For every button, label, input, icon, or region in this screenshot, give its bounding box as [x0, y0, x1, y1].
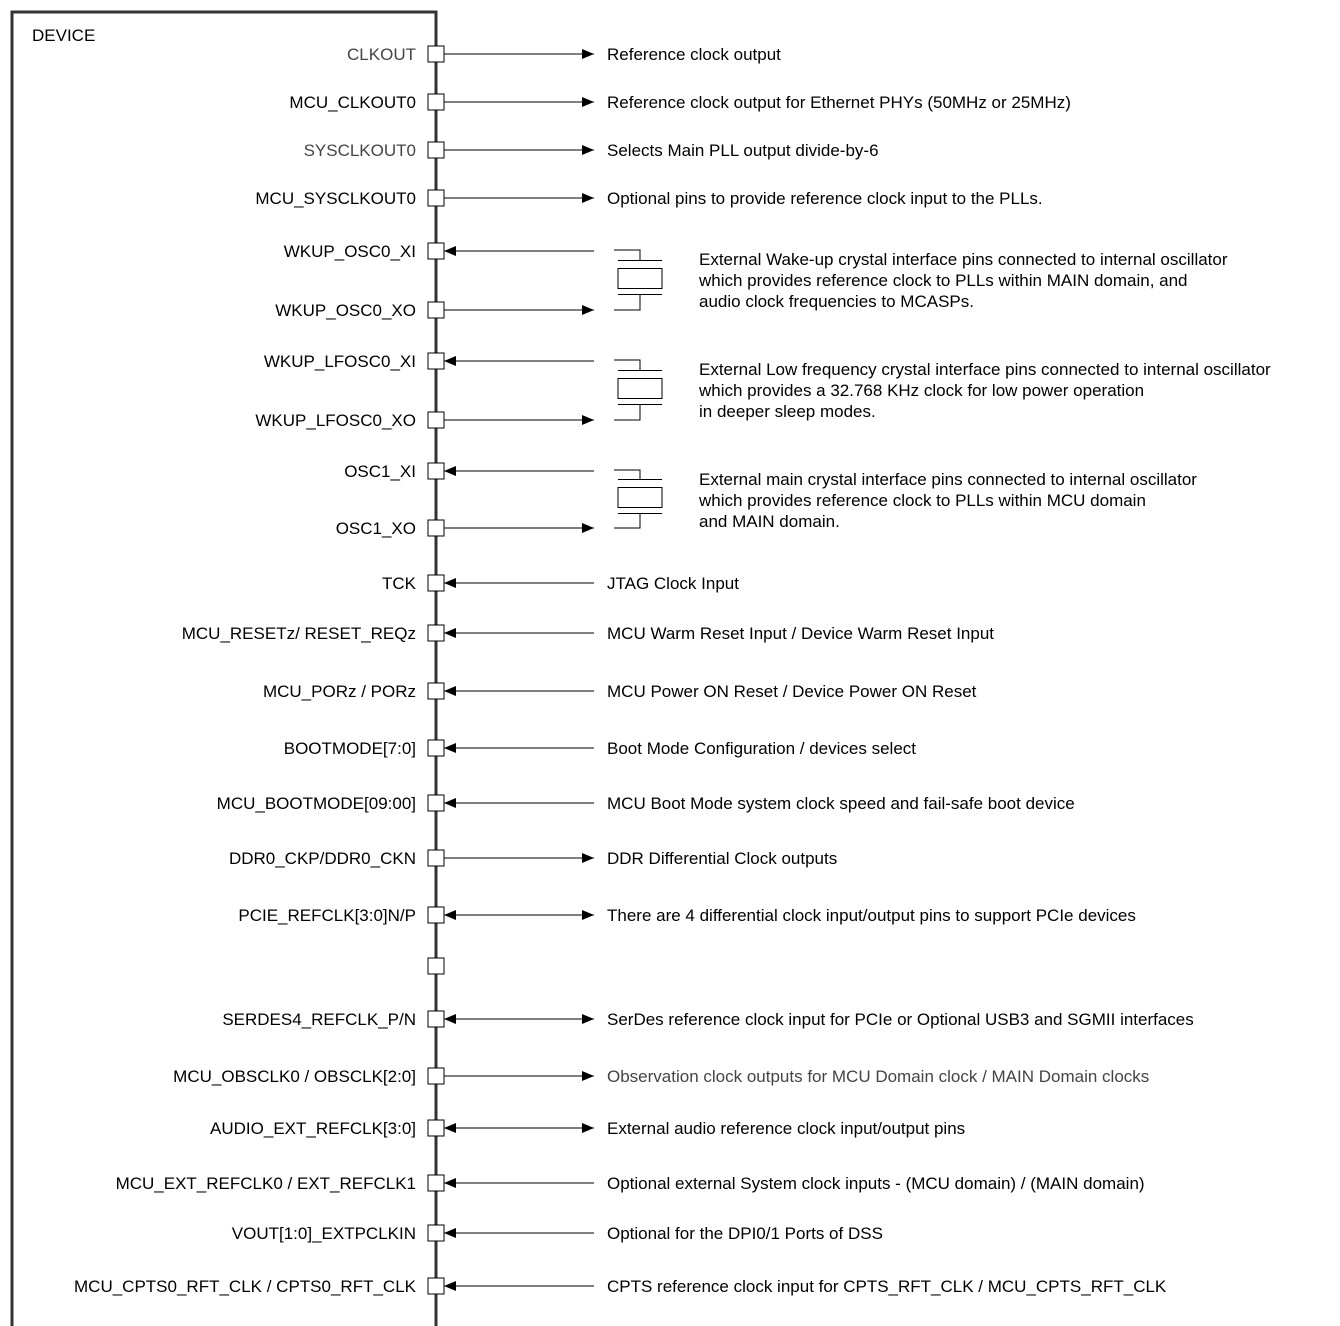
signal-row: [382, 574, 739, 593]
pin-box: [428, 302, 444, 318]
signal-row: [210, 1119, 965, 1138]
pin-label: PCIE_REFCLK[3:0]N/P: [238, 906, 416, 925]
signal-row: [304, 141, 879, 160]
signal-description: Reference clock output for Ethernet PHYs (50MHz or 25MHz): [607, 93, 1071, 112]
signal-description: Optional pins to provide reference clock input to the PLLs.: [607, 189, 1043, 208]
pin-label: MCU_CPTS0_RFT_CLK / CPTS0_RFT_CLK: [74, 1277, 416, 1296]
signal-description: JTAG Clock Input: [607, 574, 739, 593]
pin-box: [428, 412, 444, 428]
xo-pin-label: OSC1_XO: [335, 519, 416, 538]
pin-label: TCK: [382, 574, 416, 593]
crystal-symbol: [614, 360, 662, 420]
pin-box: [428, 94, 444, 110]
crystal-description-line: in deeper sleep modes.: [699, 402, 876, 421]
pin-label: BOOTMODE[7:0]: [283, 739, 416, 758]
pin-label: MCU_BOOTMODE[09:00]: [216, 794, 416, 813]
signal-row: [347, 45, 781, 64]
signal-description: Optional for the DPI0/1 Ports of DSS: [607, 1224, 883, 1243]
signal-row: [238, 906, 1136, 925]
signal-description: External audio reference clock input/output pins: [607, 1119, 966, 1138]
signal-row: [263, 682, 977, 701]
signal-description: CPTS reference clock input for CPTS_RFT_CLK / MCU_CPTS_RFT_CLK: [607, 1277, 1167, 1296]
pin-box: [428, 907, 444, 923]
signal-description: MCU Power ON Reset / Device Power ON Reset: [607, 682, 977, 701]
pin-label: SYSCLKOUT0: [303, 141, 416, 160]
crystal-description-line: and MAIN domain.: [699, 512, 840, 531]
signal-row: [255, 189, 1042, 208]
pin-box: [428, 1011, 444, 1027]
pin-box: [428, 683, 444, 699]
signal-row: [217, 794, 1075, 813]
signal-row: [232, 1224, 883, 1243]
pin-label: DDR0_CKP/DDR0_CKN: [228, 849, 416, 868]
xo-pin-label: WKUP_LFOSC0_XO: [255, 411, 416, 430]
signal-description: Selects Main PLL output divide-by-6: [607, 141, 879, 160]
signal-row: [116, 1174, 1145, 1193]
xo-pin-label: WKUP_OSC0_XO: [275, 301, 416, 320]
signal-description: There are 4 differential clock input/output pins to support PCIe devices: [607, 906, 1136, 925]
crystal-description-line: which provides reference clock to PLLs within MCU domain: [699, 491, 1146, 510]
pin-box: [428, 625, 444, 641]
pin-box: [428, 243, 444, 259]
pin-box: [428, 46, 444, 62]
signal-description: Optional external System clock inputs - (MCU domain) / (MAIN domain): [607, 1174, 1145, 1193]
pin-label: VOUT[1:0]_EXTPCLKIN: [231, 1224, 416, 1243]
pin-label: MCU_SYSCLKOUT0: [255, 189, 416, 208]
signal-description: MCU Boot Mode system clock speed and fail-safe boot device: [607, 794, 1075, 813]
signal-description: Boot Mode Configuration / devices select: [607, 739, 917, 758]
crystal-description-line: External Wake-up crystal interface pins connected to internal oscillator: [699, 250, 1228, 269]
pin-label: MCU_PORz / PORz: [262, 682, 416, 701]
crystal-description-line: which provides reference clock to PLLs within MAIN domain, and: [699, 271, 1188, 290]
crystal-symbol: [614, 250, 662, 310]
pin-box: [428, 740, 444, 756]
pin-label: MCU_RESETz/ RESET_REQz: [181, 624, 416, 643]
pin-box: [428, 463, 444, 479]
signal-row: [284, 739, 917, 758]
signal-row: [182, 624, 995, 643]
pin-box: [428, 1068, 444, 1084]
pin-box: [428, 850, 444, 866]
signal-description: DDR Differential Clock outputs: [607, 849, 838, 868]
pin-box: [428, 795, 444, 811]
pin-box: [428, 142, 444, 158]
pin-label: AUDIO_EXT_REFCLK[3:0]: [210, 1119, 416, 1138]
xi-pin-label: OSC1_XI: [344, 462, 416, 481]
crystal-description-line: which provides a 32.768 KHz clock for low power operation: [699, 381, 1145, 400]
pin-label: CLKOUT: [347, 45, 416, 64]
signal-description: Reference clock output: [607, 45, 781, 64]
pin-box: [428, 1225, 444, 1241]
crystal-group: [275, 242, 1228, 320]
pin-box: [428, 190, 444, 206]
crystal-symbol: [614, 470, 662, 528]
signal-description: SerDes reference clock input for PCIe or Optional USB3 and SGMII interfaces: [607, 1010, 1194, 1029]
signal-row: [74, 1277, 1167, 1296]
pin-label: SERDES4_REFCLK_P/N: [222, 1010, 416, 1029]
pin-box: [428, 1120, 444, 1136]
signal-row: [428, 958, 444, 974]
pin-label: MCU_CLKOUT0: [289, 93, 416, 112]
signal-row: [173, 1067, 1149, 1086]
pin-box: [428, 1175, 444, 1191]
signal-row: [229, 849, 837, 868]
crystal-description-line: External Low frequency crystal interface pins connected to internal oscillator: [699, 360, 1271, 379]
pin-box: [428, 520, 444, 536]
crystal-description-line: audio clock frequencies to MCASPs.: [699, 292, 974, 311]
xi-pin-label: WKUP_LFOSC0_XI: [263, 352, 416, 371]
signal-row: [289, 93, 1071, 112]
crystal-group: [255, 352, 1271, 430]
pin-box: [428, 1278, 444, 1294]
pin-box: [428, 353, 444, 369]
signal-row: [222, 1010, 1193, 1029]
crystal-group: [336, 462, 1198, 538]
signal-description: Observation clock outputs for MCU Domain clock / MAIN Domain clocks: [607, 1067, 1150, 1086]
device-label: DEVICE: [32, 26, 96, 45]
xi-pin-label: WKUP_OSC0_XI: [283, 242, 416, 261]
crystal-description-line: External main crystal interface pins connected to internal oscillator: [699, 470, 1197, 489]
signal-description: MCU Warm Reset Input / Device Warm Reset Input: [607, 624, 995, 643]
pin-label: MCU_EXT_REFCLK0 / EXT_REFCLK1: [115, 1174, 416, 1193]
pin-label: MCU_OBSCLK0 / OBSCLK[2:0]: [173, 1067, 416, 1086]
pin-box: [428, 958, 444, 974]
pin-box: [428, 575, 444, 591]
